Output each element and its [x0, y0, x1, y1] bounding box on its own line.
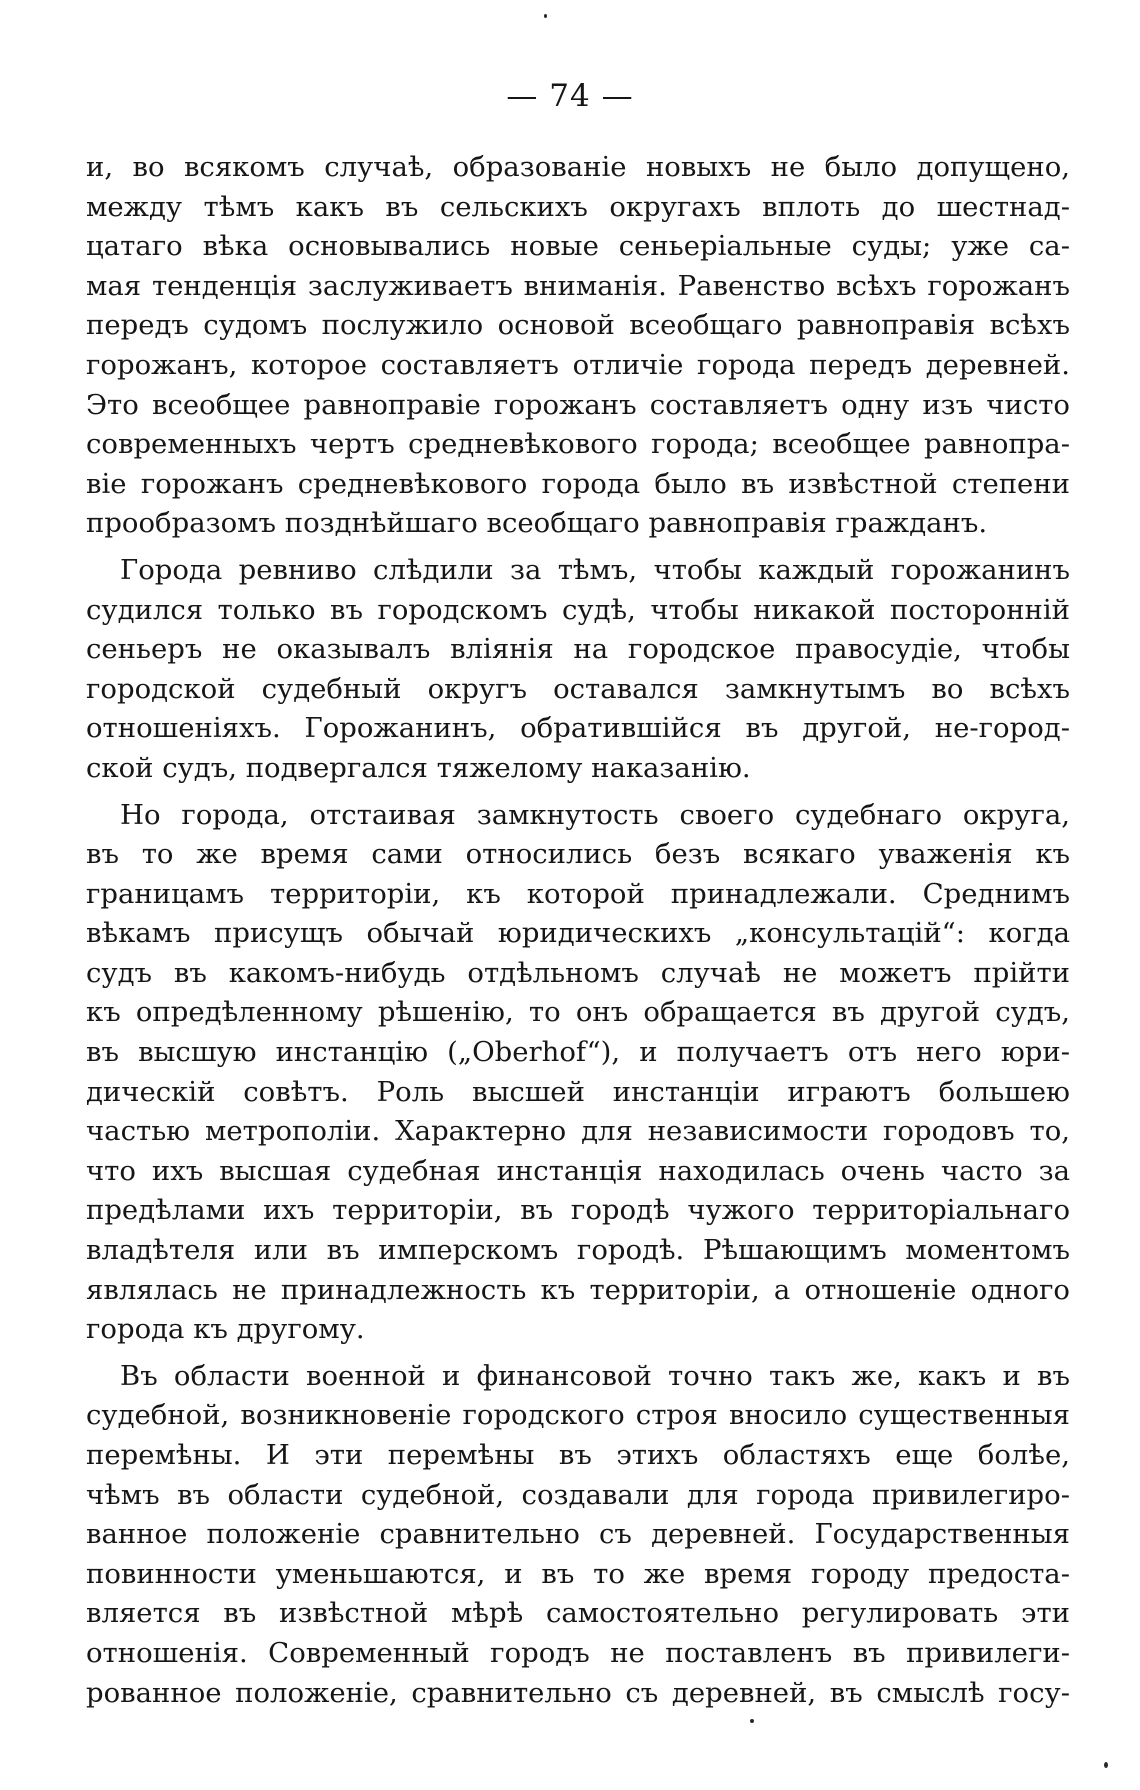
text-line: рованное положеніе, сравнительно съ деревней, въ смыслѣ госу- [86, 1676, 1070, 1709]
paragraph-2 [86, 551, 1070, 789]
page-number: — 74 — [506, 78, 634, 114]
text-line: въ то же время сами относились безъ всякаго уваженія къ [86, 838, 1070, 871]
text-line: мая тенденція заслуживаетъ вниманія. Равенство всѣхъ горожанъ [86, 269, 1070, 302]
text-line: передъ судомъ послужило основой всеобщаго равноправія всѣхъ [86, 309, 1070, 342]
text-line: города къ другому. [86, 1313, 365, 1346]
text-line: прообразомъ позднѣйшаго всеобщаго равноправія гражданъ. [86, 507, 988, 540]
text-line: ской судъ, подвергался тяжелому наказанію. [86, 751, 751, 784]
text-line: что ихъ высшая судебная инстанція находилась очень часто за [86, 1154, 1070, 1187]
text-line: между тѣмъ какъ въ сельскихъ округахъ вплоть до шестнад- [86, 190, 1070, 223]
text-line: Города ревниво слѣдили за тѣмъ, чтобы каждый горожанинъ [120, 553, 1070, 586]
scan-speck [544, 14, 547, 18]
text-line: горожанъ, которое составляетъ отличіе города передъ деревней. [86, 348, 1070, 381]
text-line: судъ въ какомъ-нибудь отдѣльномъ случаѣ не можетъ прійти [86, 956, 1070, 989]
text-line: чѣмъ въ области судебной, создавали для города привилегиро- [86, 1478, 1070, 1511]
text-line: Въ области военной и финансовой точно такъ же, какъ и въ [120, 1359, 1070, 1392]
text-line: дическій совѣтъ. Роль высшей инстанціи играютъ большею [86, 1075, 1070, 1108]
text-line: цатаго вѣка основывались новые сеньеріальные суды; уже са- [86, 230, 1070, 263]
text-line: предѣлами ихъ территоріи, въ городѣ чужого территоріальнаго [86, 1194, 1070, 1227]
paragraph-3 [86, 796, 1070, 1350]
text-line: Но города, отстаивая замкнутость своего судебнаго округа, [120, 798, 1070, 831]
text-line: частью метрополіи. Характерно для независимости городовъ то, [86, 1115, 1070, 1148]
text-line: въ высшую инстанцію („Oberhof“), и получаетъ отъ него юри- [86, 1036, 1070, 1069]
text-line: современныхъ чертъ средневѣкового города; всеобщее равнопра- [86, 428, 1070, 461]
text-line: городской судебный округъ оставался замкнутымъ во всѣхъ [86, 672, 1070, 705]
text-line: вляется въ извѣстной мѣрѣ самостоятельно регулировать эти [86, 1597, 1070, 1630]
text-line: являлась не принадлежность къ территоріи, а отношеніе одного [86, 1273, 1070, 1306]
text-line: повинности уменьшаются, и въ то же время городу предоста- [86, 1557, 1070, 1590]
text-line: перемѣны. И эти перемѣны въ этихъ областяхъ еще болѣе, [86, 1439, 1070, 1471]
text-line: сеньеръ не оказывалъ вліянія на городское правосудіе, чтобы [86, 633, 1070, 666]
scan-speck [750, 1719, 754, 1723]
text-line: отношеніяхъ. Горожанинъ, обратившійся въ другой, не-город- [86, 712, 1070, 745]
text-line: вѣкамъ присущъ обычай юридическихъ „консультацій“: когда [86, 917, 1070, 950]
text-line: ванное положеніе сравнительно съ деревней. Государственныя [86, 1518, 1070, 1551]
scan-speck [1104, 1762, 1108, 1768]
paragraph-1 [86, 148, 1070, 544]
text-line: границамъ территоріи, къ которой принадлежали. Среднимъ [86, 877, 1070, 910]
text-line: и, во всякомъ случаѣ, образованіе новыхъ не было допущено, [86, 151, 1070, 183]
paragraph-4 [86, 1357, 1070, 1713]
text-line: судился только въ городскомъ судѣ, чтобы никакой посторонній [86, 593, 1070, 626]
body-text [86, 148, 1070, 1713]
text-line: віе горожанъ средневѣкового города было въ извѣстной степени [86, 467, 1070, 500]
text-line: судебной, возникновеніе городского строя вносило существенныя [86, 1399, 1070, 1432]
text-line: Это всеобщее равноправіе горожанъ составляетъ одну изъ чисто [86, 388, 1070, 421]
text-line: къ опредѣленному рѣшенію, то онъ обращается въ другой судъ, [86, 996, 1070, 1029]
text-line: отношенія. Современный городъ не поставленъ въ привилеги- [86, 1636, 1070, 1669]
text-line: владѣтеля или въ имперскомъ городѣ. Рѣшающимъ моментомъ [86, 1234, 1070, 1267]
